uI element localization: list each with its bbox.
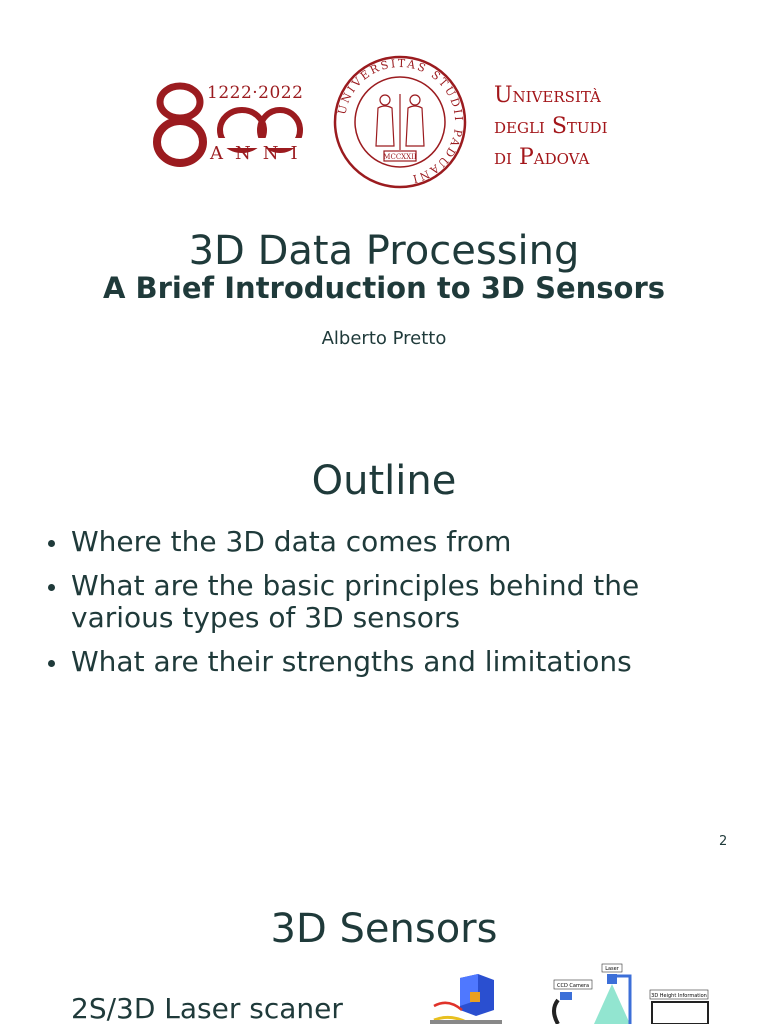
bullet-icon <box>48 540 55 547</box>
bullet-icon <box>48 584 55 591</box>
university-name <box>494 80 608 173</box>
height-info-label: 3D Height Information <box>651 993 707 999</box>
anniversary-years: 1222·2022 <box>207 83 304 103</box>
university-seal <box>332 54 468 190</box>
laser-label: Laser <box>605 966 619 972</box>
presentation-title: 3D Data Processing <box>188 228 580 274</box>
seal-motto: UNIVERSITAS STUDII PADUANI <box>335 56 466 186</box>
list-item: What are the basic principles behind the various types of 3D sensors <box>44 570 744 634</box>
author-name: Alberto Pretto <box>321 328 447 349</box>
anniversary-anni: ANNI <box>210 143 310 164</box>
sensors-title: 3D Sensors <box>270 906 498 952</box>
university-line-1: Università <box>494 83 601 108</box>
ccd-camera-label: CCD Camera <box>556 983 590 989</box>
presentation-subtitle: A Brief Introduction to 3D Sensors <box>102 271 666 305</box>
university-line-2: degli Studi <box>494 114 608 139</box>
list-item: Where the 3D data comes from <box>44 526 744 558</box>
laser-scanner-illustration <box>426 970 502 1024</box>
page-number: 2 <box>719 834 728 849</box>
bullet-icon <box>48 660 55 667</box>
seal-year: MCCXXII <box>383 153 417 161</box>
list-item: What are their strengths and limitations <box>44 646 744 678</box>
laser-triangulation-diagram <box>546 962 714 1024</box>
university-line-3: di Padova <box>494 145 590 170</box>
outline-list <box>44 526 744 690</box>
outline-title: Outline <box>311 458 457 504</box>
laser-scanner-label: 2S/3D Laser scaner <box>71 992 343 1025</box>
